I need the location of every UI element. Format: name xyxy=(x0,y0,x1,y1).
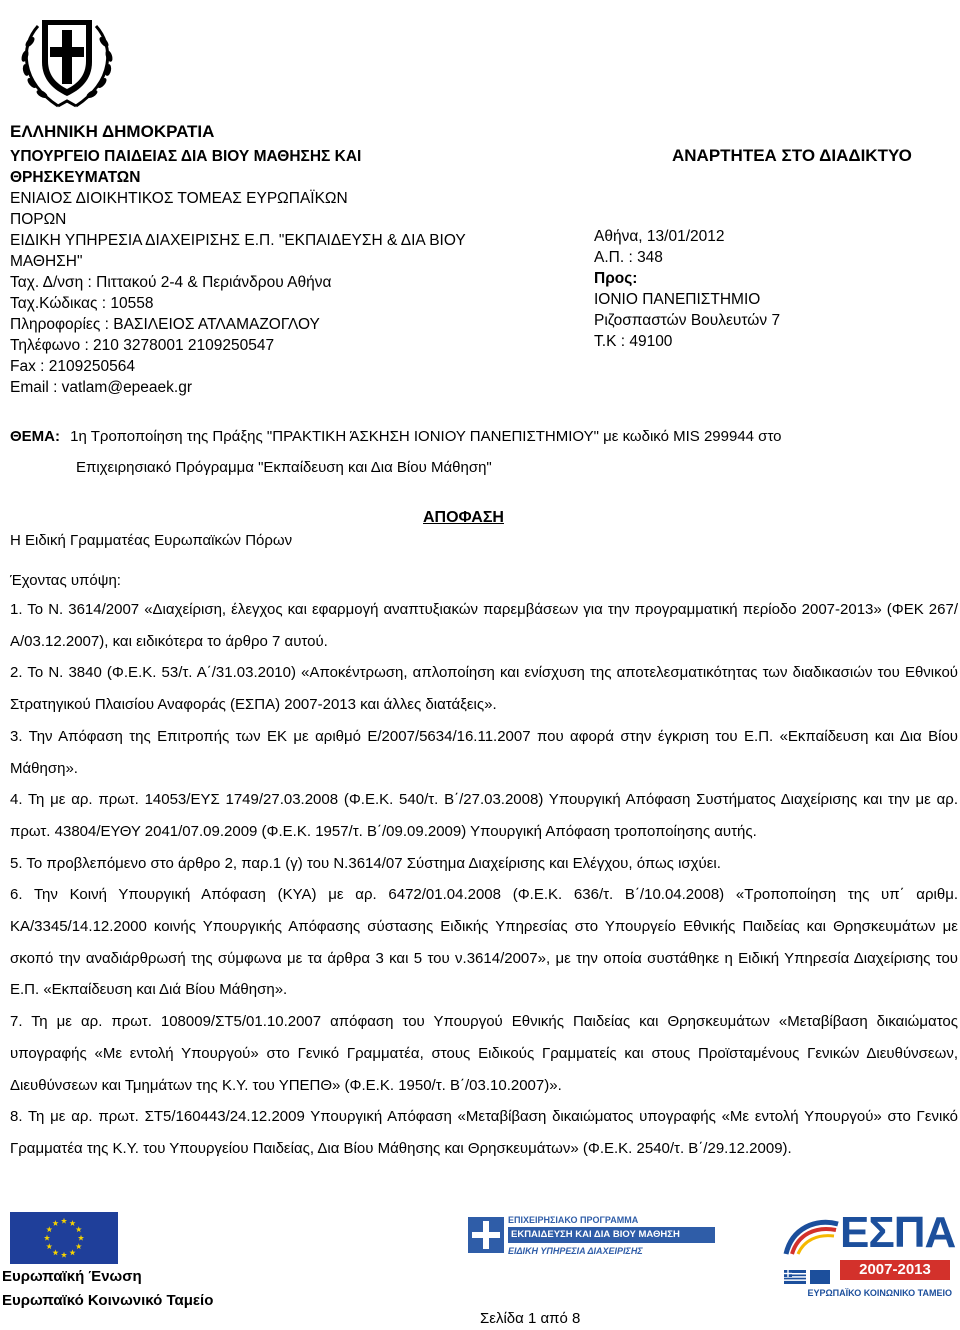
sector-line2: ΠΟΡΩΝ xyxy=(10,211,67,228)
sector-line1: ΕΝΙΑΙΟΣ ΔΙΟΙΚΗΤΙΚΟΣ ΤΟΜΕΑΣ ΕΥΡΩΠΑΪΚΩΝ xyxy=(10,190,348,207)
republic-name: ΕΛΛΗΝΙΚΗ ΔΗΜΟΚΡΑΤΙΑ xyxy=(10,122,215,141)
to-label: Προς: xyxy=(594,270,638,287)
fax-number: Fax : 2109250564 xyxy=(10,358,135,375)
subject-line1 xyxy=(10,428,782,445)
list-item: 6. Την Κοινή Υπουργική Απόφαση (ΚΥΑ) με αρ. 6472/01.04.2008 (Φ.Ε.Κ. 636/τ. Β΄/10.04.2008) «Τροποποίηση της υπ΄ αριθμ. ΚΑ/3345/14.12.2000 κοινής Υπουργικής Απόφασης σύστασης Ειδικής Υπηρεσίας στο Υπουργείο Εθνικής Παιδείας και Θρησκευμάτων με σκοπό την αναδιάρθρωσή της σύμφωνα με τα άρθρα 3 και 5 του ν.3614/2007», με την οποία συστάθηκε η Ειδική Υπηρεσία Διαχείρισης του Ε.Π. «Εκπαίδευση και Διά Βίου Μάθηση». xyxy=(10,886,958,999)
recipient-name: ΙΟΝΙΟ ΠΑΝΕΠΙΣΤΗΜΙΟ xyxy=(594,291,761,308)
list-item: 3. Την Απόφαση της Επιτροπής των ΕΚ με αριθμό Ε/2007/5634/16.11.2007 που αφορά στην έγκριση του Ε.Π. «Εκπαίδευση και Δια Βίου Μάθηση». xyxy=(10,727,958,777)
contact-person: Πληροφορίες : ΒΑΣΙΛΕΙΟΣ ΑΤΛΑΜΑΖΟΓΛΟΥ xyxy=(10,316,320,333)
eu-label: Ευρωπαϊκή Ένωση xyxy=(2,1268,142,1285)
list-item: 1. Το Ν. 3614/2007 «Διαχείριση, έλεγχος και εφαρμογή αναπτυξιακών παρεμβάσεων για την προγραμματική περίοδο 2007-2013» (ΦΕΚ 267/Α/03.12.2007), και ειδικότερα το άρθρο 7 αυτού. xyxy=(10,601,958,650)
ministry-name-line1: ΥΠΟΥΡΓΕΙΟ ΠΑΙΔΕΙΑΣ ΔΙΑ ΒΙΟΥ ΜΑΘΗΣΗΣ ΚΑΙ xyxy=(10,148,362,165)
considerations-list xyxy=(10,594,958,1165)
program-emblem-icon xyxy=(468,1217,504,1253)
subject-label: ΘΕΜΑ: xyxy=(10,428,60,445)
espa-logo-years: 2007-2013 xyxy=(840,1260,950,1280)
eu-flag-logo xyxy=(10,1212,118,1264)
issuer: Η Ειδική Γραμματέας Ευρωπαϊκών Πόρων xyxy=(10,532,293,549)
list-item: 5. Το προβλεπόμενο στο άρθρο 2, παρ.1 (γ) του Ν.3614/07 Σύστημα Διαχείρισης και Ελέγχου, όπως ισχύει. xyxy=(10,854,721,872)
phone-numbers: Τηλέφωνο : 210 3278001 2109250547 xyxy=(10,337,275,354)
program-logo-text3: ΕΙΔΙΚΗ ΥΠΗΡΕΣΙΑ ΔΙΑΧΕΙΡΙΣΗΣ xyxy=(508,1246,643,1256)
document-date: Αθήνα, 13/01/2012 xyxy=(594,228,725,245)
recipient-postcode: Τ.Κ : 49100 xyxy=(594,333,673,350)
email-address: Email : vatlam@epeaek.gr xyxy=(10,379,193,396)
decision-title: ΑΠΟΦΑΣΗ xyxy=(423,509,504,526)
espa-arc-icon xyxy=(782,1216,840,1256)
list-item: 4. Τη με αρ. πρωτ. 14053/ΕΥΣ 1749/27.03.2008 (Φ.Ε.Κ. 540/τ. Β΄/27.03.2008) Υπουργική Απόφαση Συστήματος Διαχείρισης και την με αρ. πρωτ. 43804/ΕΥΘΥ 2041/07.09.2009 (Φ.Ε.Κ. 1957/τ. Β΄/09.09.2009) Υπουργική Απόφαση τροποποίησης αυτής. xyxy=(10,791,958,840)
subject-text-line2: Επιχειρησιακό Πρόγραμμα "Εκπαίδευση και Δια Βίου Μάθηση" xyxy=(76,459,492,476)
esf-label: Ευρωπαϊκό Κοινωνικό Ταμείο xyxy=(2,1292,214,1309)
list-item: 7. Τη με αρ. πρωτ. 108009/ΣΤ5/01.10.2007 απόφαση του Υπουργού Εθνικής Παιδείας και Θρησκευμάτων «Μεταβίβαση δικαιώματος υπογραφής «Με εντολή Υπουργού» στο Γενικό Γραμματέα, στους Ειδικούς Γραμματείς και στους Προϊσταμένους Γενικών Διευθύνσεων, Διευθύνσεων και Τμημάτων της Κ.Υ. του ΥΠΕΠΘ» (Φ.Ε.Κ. 1950/τ. Β΄/03.10.2007)». xyxy=(10,1013,958,1094)
page-number: Σελίδα 1 από 8 xyxy=(480,1310,581,1327)
service-line1: ΕΙΔΙΚΗ ΥΠΗΡΕΣΙΑ ΔΙΑΧΕΙΡΙΣΗΣ Ε.Π. "ΕΚΠΑΙΔΕΥΣΗ & ΔΙΑ ΒΙΟΥ xyxy=(10,232,466,249)
greek-coat-of-arms-logo xyxy=(8,6,126,114)
list-item: 8. Τη με αρ. πρωτ. ΣΤ5/160443/24.12.2009 Υπουργική Απόφαση «Μεταβίβαση δικαιώματος υπογραφής «Με εντολή Υπουργού» στο Γενικό Γραμματέα της Κ.Υ. του Υπουργείου Παιδείας, Δια Βίου Μάθησης και Θρησκευμάτων» (Φ.Ε.Κ. 2540/τ. Β΄/29.12.2009). xyxy=(10,1108,958,1157)
posting-note: ΑΝΑΡΤΗΤΕΑ ΣΤΟ ΔΙΑΔΙΚΤΥΟ xyxy=(672,146,912,165)
program-logo-text2: ΕΚΠΑΙΔΕΥΣΗ ΚΑΙ ΔΙΑ ΒΙΟΥ ΜΑΘΗΣΗ xyxy=(508,1227,715,1243)
espa-logo xyxy=(782,1208,956,1306)
greek-flag-icon xyxy=(784,1270,806,1284)
ministry-name-line2: ΘΡΗΣΚΕΥΜΑΤΩΝ xyxy=(10,169,141,186)
considering-label: Έχοντας υπόψη: xyxy=(10,572,121,589)
program-logo-text1: ΕΠΙΧΕΙΡΗΣΙΑΚΟ ΠΡΟΓΡΑΜΜΑ xyxy=(508,1215,639,1225)
postal-code: Ταχ.Κώδικας : 10558 xyxy=(10,295,154,312)
recipient-address: Ριζοσπαστών Βουλευτών 7 xyxy=(594,312,781,329)
list-item: 2. Το Ν. 3840 (Φ.Ε.Κ. 53/τ. Α΄/31.03.2010) «Αποκέντρωση, απλοποίηση και ενίσχυση της αποτελεσματικότητας των διαδικασιών του Εθνικού Στρατηγικού Πλαισίου Αναφοράς (ΕΣΠΑ) 2007-2013 και άλλες διατάξεις». xyxy=(10,664,958,714)
sender-block xyxy=(10,121,570,398)
program-logo xyxy=(468,1215,714,1287)
recipient-block xyxy=(594,226,954,352)
service-line2: ΜΑΘΗΣΗ" xyxy=(10,253,83,270)
espa-logo-word: ΕΣΠΑ xyxy=(840,1208,956,1257)
espa-logo-fund: ΕΥΡΩΠΑΪΚΟ ΚΟΙΝΩΝΙΚΟ ΤΑΜΕΙΟ xyxy=(807,1288,952,1298)
protocol-number: Α.Π. : 348 xyxy=(594,249,663,266)
postal-address: Ταχ. Δ/νση : Πιττακού 2-4 & Περιάνδρου Αθήνα xyxy=(10,274,332,291)
eu-mini-flag-icon xyxy=(810,1270,830,1284)
subject-text-line1: 1η Τροποποίηση της Πράξης "ΠΡΑΚΤΙΚΗ ΆΣΚΗΣΗ ΙΟΝΙΟΥ ΠΑΝΕΠΙΣΤΗΜΙΟΥ" με κωδικό MIS 299944 στο xyxy=(70,428,782,445)
